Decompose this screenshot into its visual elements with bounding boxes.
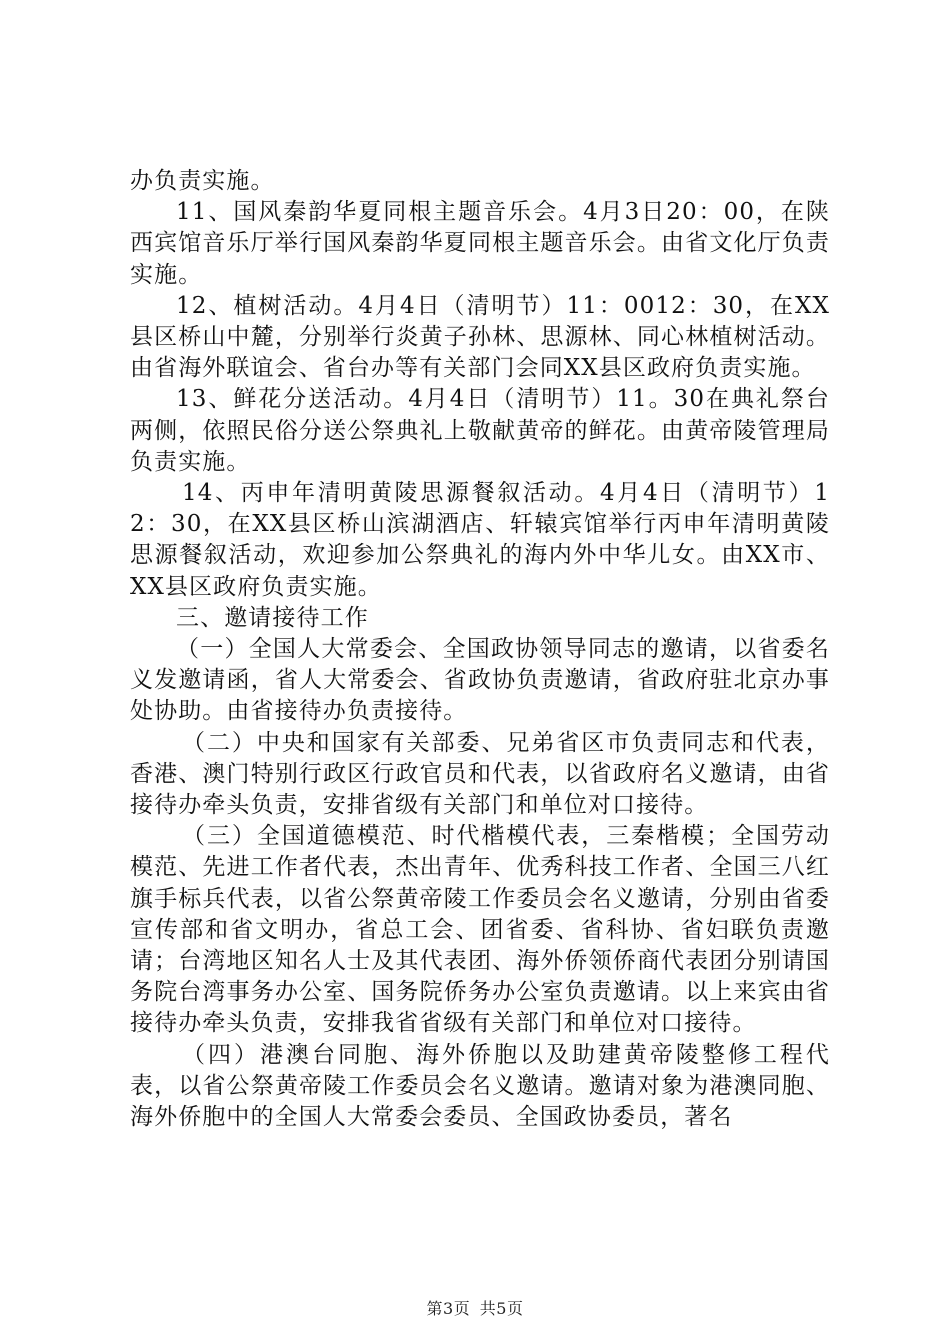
page-number: 第3页	[426, 1299, 471, 1318]
paragraph-item-11: 11、国风秦韵华夏同根主题音乐会。4月3日20：00，在陕西宾馆音乐厅举行国风秦韵华夏同根主题音乐会。由省文化厅负责实施。	[130, 199, 830, 288]
paragraph-item-14: 14、丙申年清明黄陵思源餐叙活动。4月4日（清明节）12：30，在XX县区桥山滨湖酒店、轩辕宾馆举行丙申年清明黄陵思源餐叙活动，欢迎参加公祭典礼的海内外中华儿女。由XX市、XX县区政府负责实施。	[130, 480, 830, 600]
paragraph-invite-3: （三）全国道德模范、时代楷模代表，三秦楷模；全国劳动模范、先进工作者代表，杰出青年、优秀科技工作者、全国三八红旗手标兵代表，以省公祭黄帝陵工作委员会名义邀请，分别由省委宣传部和省文明办，省总工会、团省委、省科协、省妇联负责邀请；台湾地区知名人士及其代表团、海外侨领侨商代表团分别请国务院台湾事务办公室、国务院侨务办公室负责邀请。以上来宾由省接待办牵头负责，安排我省省级有关部门和单位对口接待。	[130, 823, 830, 1037]
paragraph-item-12: 12、植树活动。4月4日（清明节）11：0012：30，在XX县区桥山中麓，分别举行炎黄子孙林、思源林、同心林植树活动。由省海外联谊会、省台办等有关部门会同XX县区政府负责实施。	[130, 292, 830, 382]
document-body	[130, 166, 830, 1133]
page-total: 共5页	[479, 1299, 524, 1318]
paragraph-continuation: 办负责实施。	[130, 168, 275, 194]
paragraph-invite-2: （二）中央和国家有关部委、兄弟省区市负责同志和代表，香港、澳门特别行政区行政官员和代表，以省政府名义邀请，由省接待办牵头负责，安排省级有关部门和单位对口接待。	[130, 729, 830, 819]
paragraph-invite-1: （一）全国人大常委会、全国政协领导同志的邀请，以省委名义发邀请函，省人大常委会、省政协负责邀请，省政府驻北京办事处协助。由省接待办负责接待。	[130, 636, 830, 725]
paragraph-invite-4: （四）港澳台同胞、海外侨胞以及助建黄帝陵整修工程代表，以省公祭黄帝陵工作委员会名义邀请。邀请对象为港澳同胞、海外侨胞中的全国人大常委会委员、全国政协委员，著名	[130, 1041, 830, 1131]
paragraph-item-13: 13、鲜花分送活动。4月4日（清明节）11。30在典礼祭台两侧，依照民俗分送公祭典礼上敬献黄帝的鲜花。由黄帝陵管理局负责实施。	[130, 386, 830, 475]
page-footer	[0, 1296, 950, 1319]
section-heading-invitation: 三、邀请接待工作	[176, 604, 369, 631]
